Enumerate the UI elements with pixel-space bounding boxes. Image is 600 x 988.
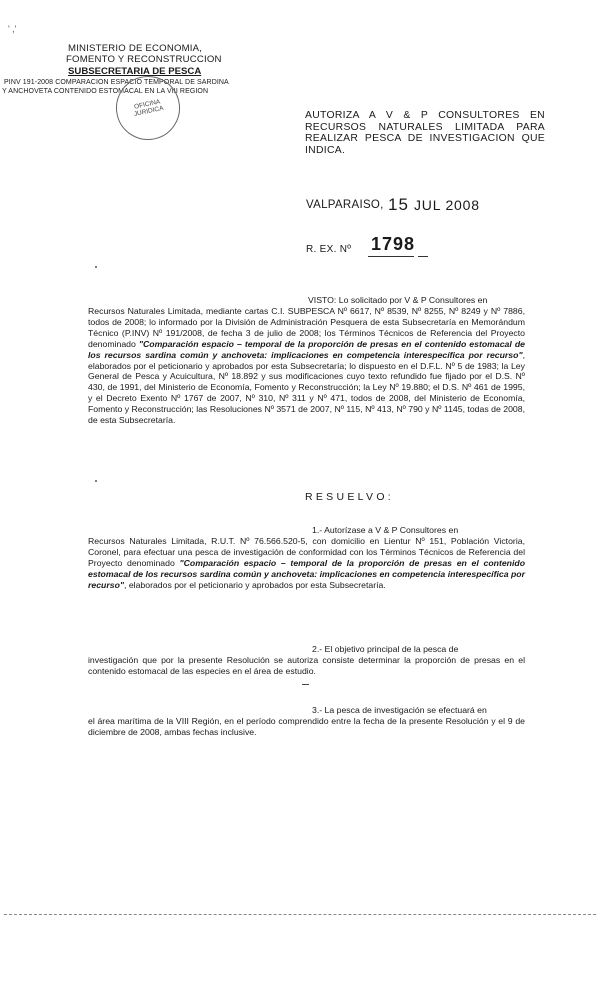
resuelvo-heading: RESUELVO: <box>305 491 395 503</box>
point1-text-b: , elaborados por el peticionario y aprobados por esta Subsecretaría. <box>124 579 386 590</box>
page-fold-line <box>4 914 596 915</box>
reference-line2: Y ANCHOVETA CONTENIDO ESTOMACAL EN LA VIII REGION <box>2 88 209 95</box>
date-line <box>306 195 506 219</box>
resolution-number-line <box>306 234 446 262</box>
resolution-label: R. EX. Nº <box>306 244 352 255</box>
visto-text-b: , elaborados por el peticionario y aprobados por esta Subsecretaría; lo dispuesto en el D.F.L. Nº 5 de 1983; la Ley General de Pesca y Acuicultura, Nº 18.892 y sus modificaciones cuyo texto refundido fue fijado por el D.S. Nº 430, de 1991, del Ministerio de Economía, Fomento y Reconstrucción; la Ley Nº 19.880; el D.S. Nº 461 de 1995, y el Decreto Exento Nº 1767 de 2007, Nº 310, Nº 311 y Nº 471, todos de 2008, del Ministerio de Economía, Fomento y Reconstrucción; las Resoluciones Nº 3571 de 2007, Nº 115, Nº 413, Nº 790 y Nº 1145, todas de 2008, de esta Subsecretaría. <box>88 349 525 426</box>
stamp-text: OFICINA JURIDICA <box>133 98 165 118</box>
subject-text: AUTORIZA A V & P CONSULTORES EN RECURSOS NATURALES LIMITADA PARA REALIZAR PESCA DE INVESTIGACION QUE INDICA. <box>305 110 545 156</box>
point3-paragraph: el área marítima de la VIII Región, en el período comprendido entre la fecha de la presente Resolución y el 9 de diciembre de 2008, ambas fechas inclusive. <box>88 716 525 737</box>
visto-text-a: Recursos Naturales Limitada, mediante cartas C.I. SUBPESCA Nº 6617, Nº 8539, Nº 8255, Nº 8249 y Nº 7886, todos de 2008; lo informado por la División de Administración Pesquera de esta Subsecretaría en Memorándum Técnico (P.INV) Nº 191/2008, de fecha 3 de julio de 2008; los Términos Técnicos de Referencia del Proyecto denominado <box>88 306 525 349</box>
scan-dash-mark <box>302 684 309 685</box>
point2-paragraph: investigación que por la presente Resolución se autoriza consiste determinar la proporción de presas en el contenido estomacal de las especies en el área de estudio. <box>88 655 525 676</box>
subsecretaria-label: SUBSECRETARIA DE PESCA <box>68 66 202 77</box>
point1-text-a: Recursos Naturales Limitada, R.U.T. Nº 76.566.520-5, con domicilio en Lientur Nº 151, Población Victoria, Coronel, para efectuar una pesca de investigación de conformidad con los Términos Técnicos de Referencia del Proyecto denominado <box>88 536 525 568</box>
visto-project-title: "Comparación espacio – temporal de la proporción de presas en el contenido estomacal de los recursos sardina común y anchoveta: implicaciones en competencia interespecífica por recurso" <box>88 338 525 360</box>
date-day: 15 <box>388 195 409 214</box>
point3-lead: 3.- La pesca de investigación se efectuará en <box>312 705 487 715</box>
reference-line1: PINV 191-2008 COMPARACION ESPACIO TEMPORAL DE SARDINA <box>4 79 229 86</box>
point1-project-title: "Comparación espacio – temporal de la proporción de presas en el contenido estomacal de los recursos sardina común y anchoveta: implicaciones en competencia interespecífica por recurso" <box>88 557 526 590</box>
scan-mark: ' ,' <box>8 24 17 34</box>
scan-speck <box>95 266 97 268</box>
resolution-number: 1798 <box>371 234 416 254</box>
point1-lead: 1.- Autorízase a V & P Consultores en <box>312 525 459 535</box>
date-city: VALPARAISO, <box>306 199 384 211</box>
resolution-dash <box>418 256 428 257</box>
point1-paragraph <box>88 536 525 591</box>
visto-paragraph <box>88 306 525 426</box>
date-month-year: JUL 2008 <box>414 197 480 213</box>
ministry-line2: FOMENTO Y RECONSTRUCCION <box>66 54 222 65</box>
visto-lead: VISTO: Lo solicitado por V & P Consultores en <box>308 295 488 305</box>
scan-speck <box>95 480 97 482</box>
ministry-line1: MINISTERIO DE ECONOMIA, <box>68 43 203 54</box>
resolution-underline <box>368 256 414 257</box>
point2-lead: 2.- El objetivo principal de la pesca de <box>312 644 459 654</box>
